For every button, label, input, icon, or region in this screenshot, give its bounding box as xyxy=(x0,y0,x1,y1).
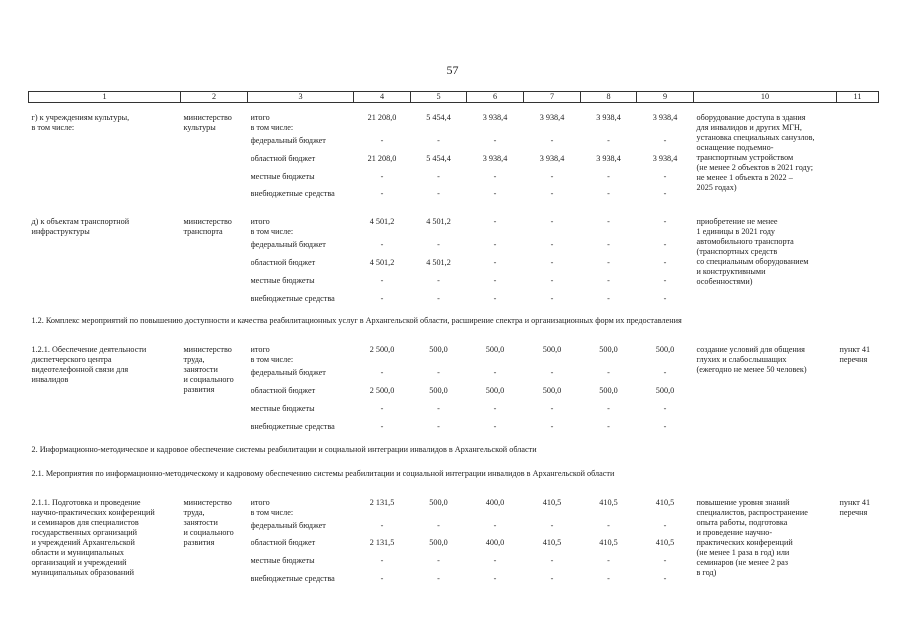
total-amount-column xyxy=(354,217,411,311)
amount-value: 500,0 xyxy=(429,345,448,355)
year-amount-column xyxy=(411,217,467,311)
measure-name-line: диспетчерского центра xyxy=(31,355,112,365)
amount-value: - xyxy=(663,520,667,530)
amount-value: - xyxy=(607,421,610,431)
funding-source-label: федеральный бюджет xyxy=(250,520,326,530)
funding-source xyxy=(251,574,351,592)
expected-result-line: (транспортных средств xyxy=(696,247,778,257)
measure-name-line: организаций и учреждений xyxy=(31,557,127,567)
amount-value: 410,5 xyxy=(599,538,618,548)
amount-value: - xyxy=(493,171,497,181)
responsible-executor-line: культуры xyxy=(183,123,216,132)
funding-source-label: в том числе: xyxy=(250,355,294,365)
amount-value: - xyxy=(493,293,497,303)
responsible-executor-line: министерство xyxy=(183,113,232,122)
funding-source-label: федеральный бюджет xyxy=(250,136,326,145)
expected-result-line: (не менее 2 объектов в 2021 году; xyxy=(696,163,813,172)
amount-value: 400,0 xyxy=(485,538,505,548)
amount-value: - xyxy=(437,403,440,413)
amount-value: - xyxy=(663,189,667,199)
amount-value: - xyxy=(380,556,384,566)
amount-value: - xyxy=(380,171,384,181)
column-number-7: 7 xyxy=(524,92,581,103)
responsible-executor-line: развития xyxy=(183,537,215,547)
amount-value: 500,0 xyxy=(655,386,675,396)
funding-source-label: местные бюджеты xyxy=(250,171,315,181)
funding-source xyxy=(251,386,351,404)
amount-value: - xyxy=(380,368,384,378)
measure-name-line: д) к объектам транспортной xyxy=(31,217,130,227)
funding-source-label: в том числе: xyxy=(250,123,294,132)
amount-value: - xyxy=(437,240,440,250)
funding-source xyxy=(251,276,351,294)
measure-name-line: инвалидов xyxy=(31,375,69,385)
amount-value: 5 454,4 xyxy=(426,153,451,163)
row-gap xyxy=(29,103,879,114)
reference-note-line: перечня xyxy=(839,355,868,365)
expected-result-line: 1 единицы в 2021 году xyxy=(696,227,776,237)
column-number-2: 2 xyxy=(181,92,248,103)
column-number-row xyxy=(29,92,879,103)
measure-name xyxy=(29,345,181,439)
year-amount-column xyxy=(524,217,581,311)
measure-row xyxy=(29,217,879,311)
amount-value: 3 938,4 xyxy=(482,153,508,163)
section-heading: 1.2. Комплекс мероприятий по повышению доступности и качества реабилитационных услуг в Архангельской области, расширение спектра и организационных форм их предоставления xyxy=(31,316,682,326)
year-amount-column xyxy=(467,113,524,207)
amount-value: 3 938,4 xyxy=(539,113,565,122)
amount-value: - xyxy=(380,293,384,303)
row-gap xyxy=(29,488,879,498)
funding-source xyxy=(251,189,351,207)
table-body xyxy=(29,103,879,592)
measure-name-line: инфраструктуры xyxy=(31,227,90,237)
amount-value: - xyxy=(437,520,440,530)
measure-row xyxy=(29,345,879,439)
year-amount-column xyxy=(524,498,581,592)
year-amount-column xyxy=(637,345,694,439)
amount-value: - xyxy=(663,421,667,431)
amount-value: 5 454,4 xyxy=(426,113,451,122)
row-gap xyxy=(29,207,879,217)
expected-result-line: установка специальных санузлов, xyxy=(696,133,815,142)
amount-value: - xyxy=(437,368,440,378)
year-amount-column xyxy=(467,498,524,592)
amount-value: - xyxy=(380,403,384,413)
expected-result-line: в год) xyxy=(696,567,717,577)
amount-value: 500,0 xyxy=(485,345,505,355)
reference-note xyxy=(837,113,879,207)
funding-source xyxy=(251,217,351,240)
funding-source-label: местные бюджеты xyxy=(250,403,315,413)
expected-result-line: со специальным оборудованием xyxy=(696,257,809,267)
amount-value: - xyxy=(437,573,440,583)
funding-source-label: областной бюджет xyxy=(250,153,316,163)
amount-value: - xyxy=(437,556,440,566)
amount-value: - xyxy=(550,136,554,145)
measure-name-line: 1.2.1. Обеспечение деятельности xyxy=(31,345,147,355)
amount-value: - xyxy=(493,257,497,267)
amount-value: - xyxy=(550,189,554,199)
funding-source-label: внебюджетные средства xyxy=(250,573,335,583)
year-amount-column xyxy=(411,345,467,439)
responsible-executor xyxy=(181,345,248,439)
amount-value: - xyxy=(550,240,554,250)
responsible-executor-line: министерство xyxy=(183,345,232,355)
total-amount-column xyxy=(354,113,411,207)
amount-value: - xyxy=(493,520,497,530)
funding-source-label: итого xyxy=(250,497,270,507)
year-amount-column xyxy=(637,217,694,311)
amount-value: - xyxy=(663,257,667,267)
expected-result-line: семинаров (не менее 2 раз xyxy=(696,557,788,567)
year-amount-column xyxy=(467,217,524,311)
column-number-8: 8 xyxy=(581,92,637,103)
funding-source-label: в том числе: xyxy=(250,227,294,237)
amount-value: - xyxy=(607,257,610,267)
funding-source-label: в том числе: xyxy=(250,507,294,517)
amount-value: 500,0 xyxy=(655,345,675,355)
funding-source xyxy=(251,345,351,368)
responsible-executor-line: министерство xyxy=(183,497,232,507)
amount-value: 4 501,2 xyxy=(369,257,395,267)
program-table xyxy=(28,91,879,592)
measure-row xyxy=(29,113,879,207)
expected-result xyxy=(694,345,837,439)
column-number-3: 3 xyxy=(248,92,354,103)
amount-value: 410,5 xyxy=(599,497,618,507)
amount-value: - xyxy=(437,136,440,145)
section-heading-row xyxy=(29,464,879,488)
amount-value: - xyxy=(550,217,554,227)
amount-value: - xyxy=(607,520,610,530)
expected-result-line: (не менее 1 раза в год) или xyxy=(696,547,790,557)
amount-value: - xyxy=(607,189,610,199)
amount-value: 3 938,4 xyxy=(482,113,508,122)
expected-result-line: (ежегодно не менее 50 человек) xyxy=(696,365,807,375)
amount-value: 3 938,4 xyxy=(652,153,678,163)
column-number-10: 10 xyxy=(694,92,837,103)
responsible-executor-line: и социального xyxy=(183,527,234,537)
expected-result-line: транспортным устройством xyxy=(696,153,794,162)
page-number: 57 xyxy=(446,63,459,77)
amount-value: 410,5 xyxy=(542,497,562,507)
amount-value: - xyxy=(437,189,440,199)
year-amount-column xyxy=(637,498,694,592)
responsible-executor-line: труда, xyxy=(183,507,205,517)
amount-value: - xyxy=(607,293,610,303)
amount-value: 4 501,2 xyxy=(426,217,451,227)
amount-value: - xyxy=(607,573,610,583)
funding-source-list xyxy=(248,113,354,207)
amount-value: 2 131,5 xyxy=(369,538,395,548)
amount-value: - xyxy=(380,573,384,583)
year-amount-column xyxy=(637,113,694,207)
expected-result-line: для инвалидов и других МГН, xyxy=(696,123,802,132)
amount-value: - xyxy=(607,368,610,378)
measure-row xyxy=(29,498,879,592)
amount-value: - xyxy=(437,293,440,303)
amount-value: - xyxy=(663,573,667,583)
funding-source-list xyxy=(248,217,354,311)
amount-value: 2 500,0 xyxy=(369,345,395,355)
amount-value: - xyxy=(550,403,554,413)
column-number-11: 11 xyxy=(837,92,879,103)
expected-result-line: опыта работы, подготовка xyxy=(696,517,788,527)
funding-source-label: местные бюджеты xyxy=(250,556,315,566)
expected-result-line: и проведение научно- xyxy=(696,527,773,537)
expected-result xyxy=(694,498,837,592)
amount-value: - xyxy=(550,171,554,181)
amount-value: 2 500,0 xyxy=(369,386,395,396)
amount-value: - xyxy=(607,556,610,566)
amount-value: 4 501,2 xyxy=(426,257,451,267)
amount-value: - xyxy=(663,171,667,181)
amount-value: - xyxy=(550,275,554,285)
column-number-9: 9 xyxy=(637,92,694,103)
amount-value: 21 208,0 xyxy=(367,113,397,122)
funding-source-label: федеральный бюджет xyxy=(250,240,326,250)
amount-value: 21 208,0 xyxy=(367,153,397,163)
amount-value: 400,0 xyxy=(485,497,505,507)
amount-value: - xyxy=(663,275,667,285)
expected-result-line: глухих и слабослышащих xyxy=(696,355,787,365)
measure-name-line: научно-практических конференций xyxy=(31,507,155,517)
amount-value: - xyxy=(493,240,497,250)
amount-value: 410,5 xyxy=(542,538,562,548)
reference-note xyxy=(837,217,879,311)
responsible-executor xyxy=(181,217,248,311)
amount-value: 4 501,2 xyxy=(369,217,395,227)
funding-source xyxy=(251,556,351,574)
funding-source-label: областной бюджет xyxy=(250,538,316,548)
amount-value: 500,0 xyxy=(485,386,505,396)
expected-result-line: и конструктивными xyxy=(696,267,766,277)
expected-result xyxy=(694,217,837,311)
amount-value: - xyxy=(493,368,497,378)
year-amount-column xyxy=(581,498,637,592)
reference-note-line: пункт 41 xyxy=(839,497,871,507)
year-amount-column xyxy=(524,113,581,207)
funding-source xyxy=(251,136,351,154)
funding-source xyxy=(251,368,351,386)
funding-source xyxy=(251,404,351,422)
amount-value: - xyxy=(493,275,497,285)
amount-value: - xyxy=(493,136,497,145)
amount-value: - xyxy=(493,217,497,227)
amount-value: - xyxy=(663,136,667,145)
funding-source xyxy=(251,538,351,556)
funding-source-list xyxy=(248,345,354,439)
amount-value: - xyxy=(493,573,497,583)
funding-source-label: внебюджетные средства xyxy=(250,189,335,199)
section-heading: 2.1. Мероприятия по информационно-методическому и кадровому обеспечению системы реабилитации и социальной интеграции инвалидов в Архангельской области xyxy=(31,468,615,478)
amount-value: - xyxy=(550,257,554,267)
expected-result-line: приобретение не менее xyxy=(696,217,778,227)
responsible-executor-line: развития xyxy=(183,385,215,395)
amount-value: 500,0 xyxy=(429,386,448,396)
year-amount-column xyxy=(467,345,524,439)
amount-value: 500,0 xyxy=(542,386,562,396)
expected-result-line: практических конференций xyxy=(696,537,793,547)
amount-value: - xyxy=(663,403,667,413)
section-heading-row xyxy=(29,311,879,335)
funding-source-label: внебюджетные средства xyxy=(250,421,335,431)
funding-source-label: итого xyxy=(250,217,270,227)
amount-value: - xyxy=(607,171,610,181)
amount-value: - xyxy=(493,189,497,199)
responsible-executor-line: занятости xyxy=(183,517,218,527)
total-amount-column xyxy=(354,345,411,439)
measure-name xyxy=(29,113,181,207)
amount-value: - xyxy=(380,520,384,530)
funding-source-label: областной бюджет xyxy=(250,386,316,396)
funding-source xyxy=(251,154,351,172)
measure-name-line: и учреждений Архангельской xyxy=(31,537,135,547)
measure-name-line: муниципальных образований xyxy=(31,567,135,577)
year-amount-column xyxy=(581,345,637,439)
amount-value: - xyxy=(380,136,384,145)
funding-source xyxy=(251,294,351,312)
measure-name-line: видеотелефонной связи для xyxy=(31,365,129,375)
expected-result-line: повышение уровня знаний xyxy=(696,497,790,507)
amount-value: - xyxy=(493,556,497,566)
amount-value: - xyxy=(437,275,440,285)
column-number-5: 5 xyxy=(411,92,467,103)
responsible-executor xyxy=(181,498,248,592)
expected-result xyxy=(694,113,837,207)
amount-value: - xyxy=(663,217,667,227)
amount-value: - xyxy=(607,136,610,145)
amount-value: - xyxy=(663,368,667,378)
section-heading-row xyxy=(29,440,879,464)
expected-result-line: создание условий для общения xyxy=(696,345,805,355)
amount-value: - xyxy=(550,520,554,530)
funding-source-label: местные бюджеты xyxy=(250,275,315,285)
amount-value: 3 938,4 xyxy=(539,153,565,163)
amount-value: 500,0 xyxy=(542,345,562,355)
funding-source xyxy=(251,240,351,258)
amount-value: 3 938,4 xyxy=(596,153,621,163)
expected-result-line: 2025 годах) xyxy=(696,183,737,192)
amount-value: 500,0 xyxy=(599,345,618,355)
measure-name-line: г) к учреждениям культуры, xyxy=(31,113,130,122)
responsible-executor-line: труда, xyxy=(183,355,205,365)
funding-source-label: итого xyxy=(250,113,270,122)
expected-result-line: особенностями) xyxy=(696,277,753,287)
amount-value: - xyxy=(607,240,610,250)
amount-value: - xyxy=(663,293,667,303)
amount-value: - xyxy=(550,368,554,378)
expected-result-line: не менее 1 объекта в 2022 – xyxy=(696,173,793,182)
amount-value: - xyxy=(607,275,610,285)
amount-value: 500,0 xyxy=(429,538,448,548)
amount-value: - xyxy=(380,240,384,250)
amount-value: - xyxy=(607,217,610,227)
reference-note-line: пункт 41 xyxy=(839,345,871,355)
funding-source xyxy=(251,113,351,136)
amount-value: - xyxy=(550,556,554,566)
year-amount-column xyxy=(524,345,581,439)
column-number-4: 4 xyxy=(354,92,411,103)
reference-note xyxy=(837,345,879,439)
expected-result-line: оборудование доступа в здания xyxy=(696,113,806,122)
responsible-executor-line: министерство xyxy=(183,217,232,227)
amount-value: - xyxy=(437,421,440,431)
measure-name xyxy=(29,498,181,592)
measure-name-line: в том числе: xyxy=(31,123,75,132)
amount-value: - xyxy=(607,403,610,413)
reference-note xyxy=(837,498,879,592)
funding-source-label: внебюджетные средства xyxy=(250,293,335,303)
measure-name xyxy=(29,217,181,311)
amount-value: - xyxy=(437,171,440,181)
amount-value: - xyxy=(550,293,554,303)
funding-source xyxy=(251,498,351,521)
funding-source xyxy=(251,422,351,440)
amount-value: - xyxy=(550,573,554,583)
amount-value: 500,0 xyxy=(429,497,448,507)
funding-source xyxy=(251,258,351,276)
measure-name-line: государственных организаций xyxy=(31,527,137,537)
funding-source xyxy=(251,172,351,190)
expected-result-line: специалистов, распространение xyxy=(696,507,808,517)
expected-result-line: автомобильного транспорта xyxy=(696,237,794,247)
expected-result-line: оснащение подъемно- xyxy=(696,143,774,152)
amount-value: - xyxy=(493,403,497,413)
amount-value: 500,0 xyxy=(599,386,618,396)
measure-name-line: 2.1.1. Подготовка и проведение xyxy=(31,497,141,507)
year-amount-column xyxy=(581,217,637,311)
measure-name-line: области и муниципальных xyxy=(31,547,125,557)
year-amount-column xyxy=(581,113,637,207)
measure-name-line: и семинаров для специалистов xyxy=(31,517,139,527)
responsible-executor-line: транспорта xyxy=(183,227,223,237)
amount-value: - xyxy=(663,240,667,250)
amount-value: - xyxy=(380,275,384,285)
year-amount-column xyxy=(411,498,467,592)
row-gap xyxy=(29,335,879,345)
responsible-executor-line: занятости xyxy=(183,365,218,375)
amount-value: - xyxy=(380,189,384,199)
reference-note-line: перечня xyxy=(839,507,868,517)
amount-value: - xyxy=(550,421,554,431)
amount-value: - xyxy=(663,556,667,566)
amount-value: 3 938,4 xyxy=(652,113,678,122)
amount-value: - xyxy=(380,421,384,431)
column-number-6: 6 xyxy=(467,92,524,103)
funding-source-list xyxy=(248,498,354,592)
amount-value: 410,5 xyxy=(655,538,675,548)
year-amount-column xyxy=(411,113,467,207)
amount-value: 3 938,4 xyxy=(596,113,621,122)
amount-value: 2 131,5 xyxy=(369,497,395,507)
funding-source-label: областной бюджет xyxy=(250,257,316,267)
column-number-1: 1 xyxy=(29,92,181,103)
funding-source-label: итого xyxy=(250,345,270,355)
responsible-executor xyxy=(181,113,248,207)
total-amount-column xyxy=(354,498,411,592)
section-heading: 2. Информационно-методическое и кадровое обеспечение системы реабилитации и социальной интеграции инвалидов в Архангельской области xyxy=(31,444,537,454)
funding-source xyxy=(251,521,351,539)
amount-value: - xyxy=(493,421,497,431)
responsible-executor-line: и социального xyxy=(183,375,234,385)
amount-value: 410,5 xyxy=(655,497,675,507)
funding-source-label: федеральный бюджет xyxy=(250,368,326,378)
